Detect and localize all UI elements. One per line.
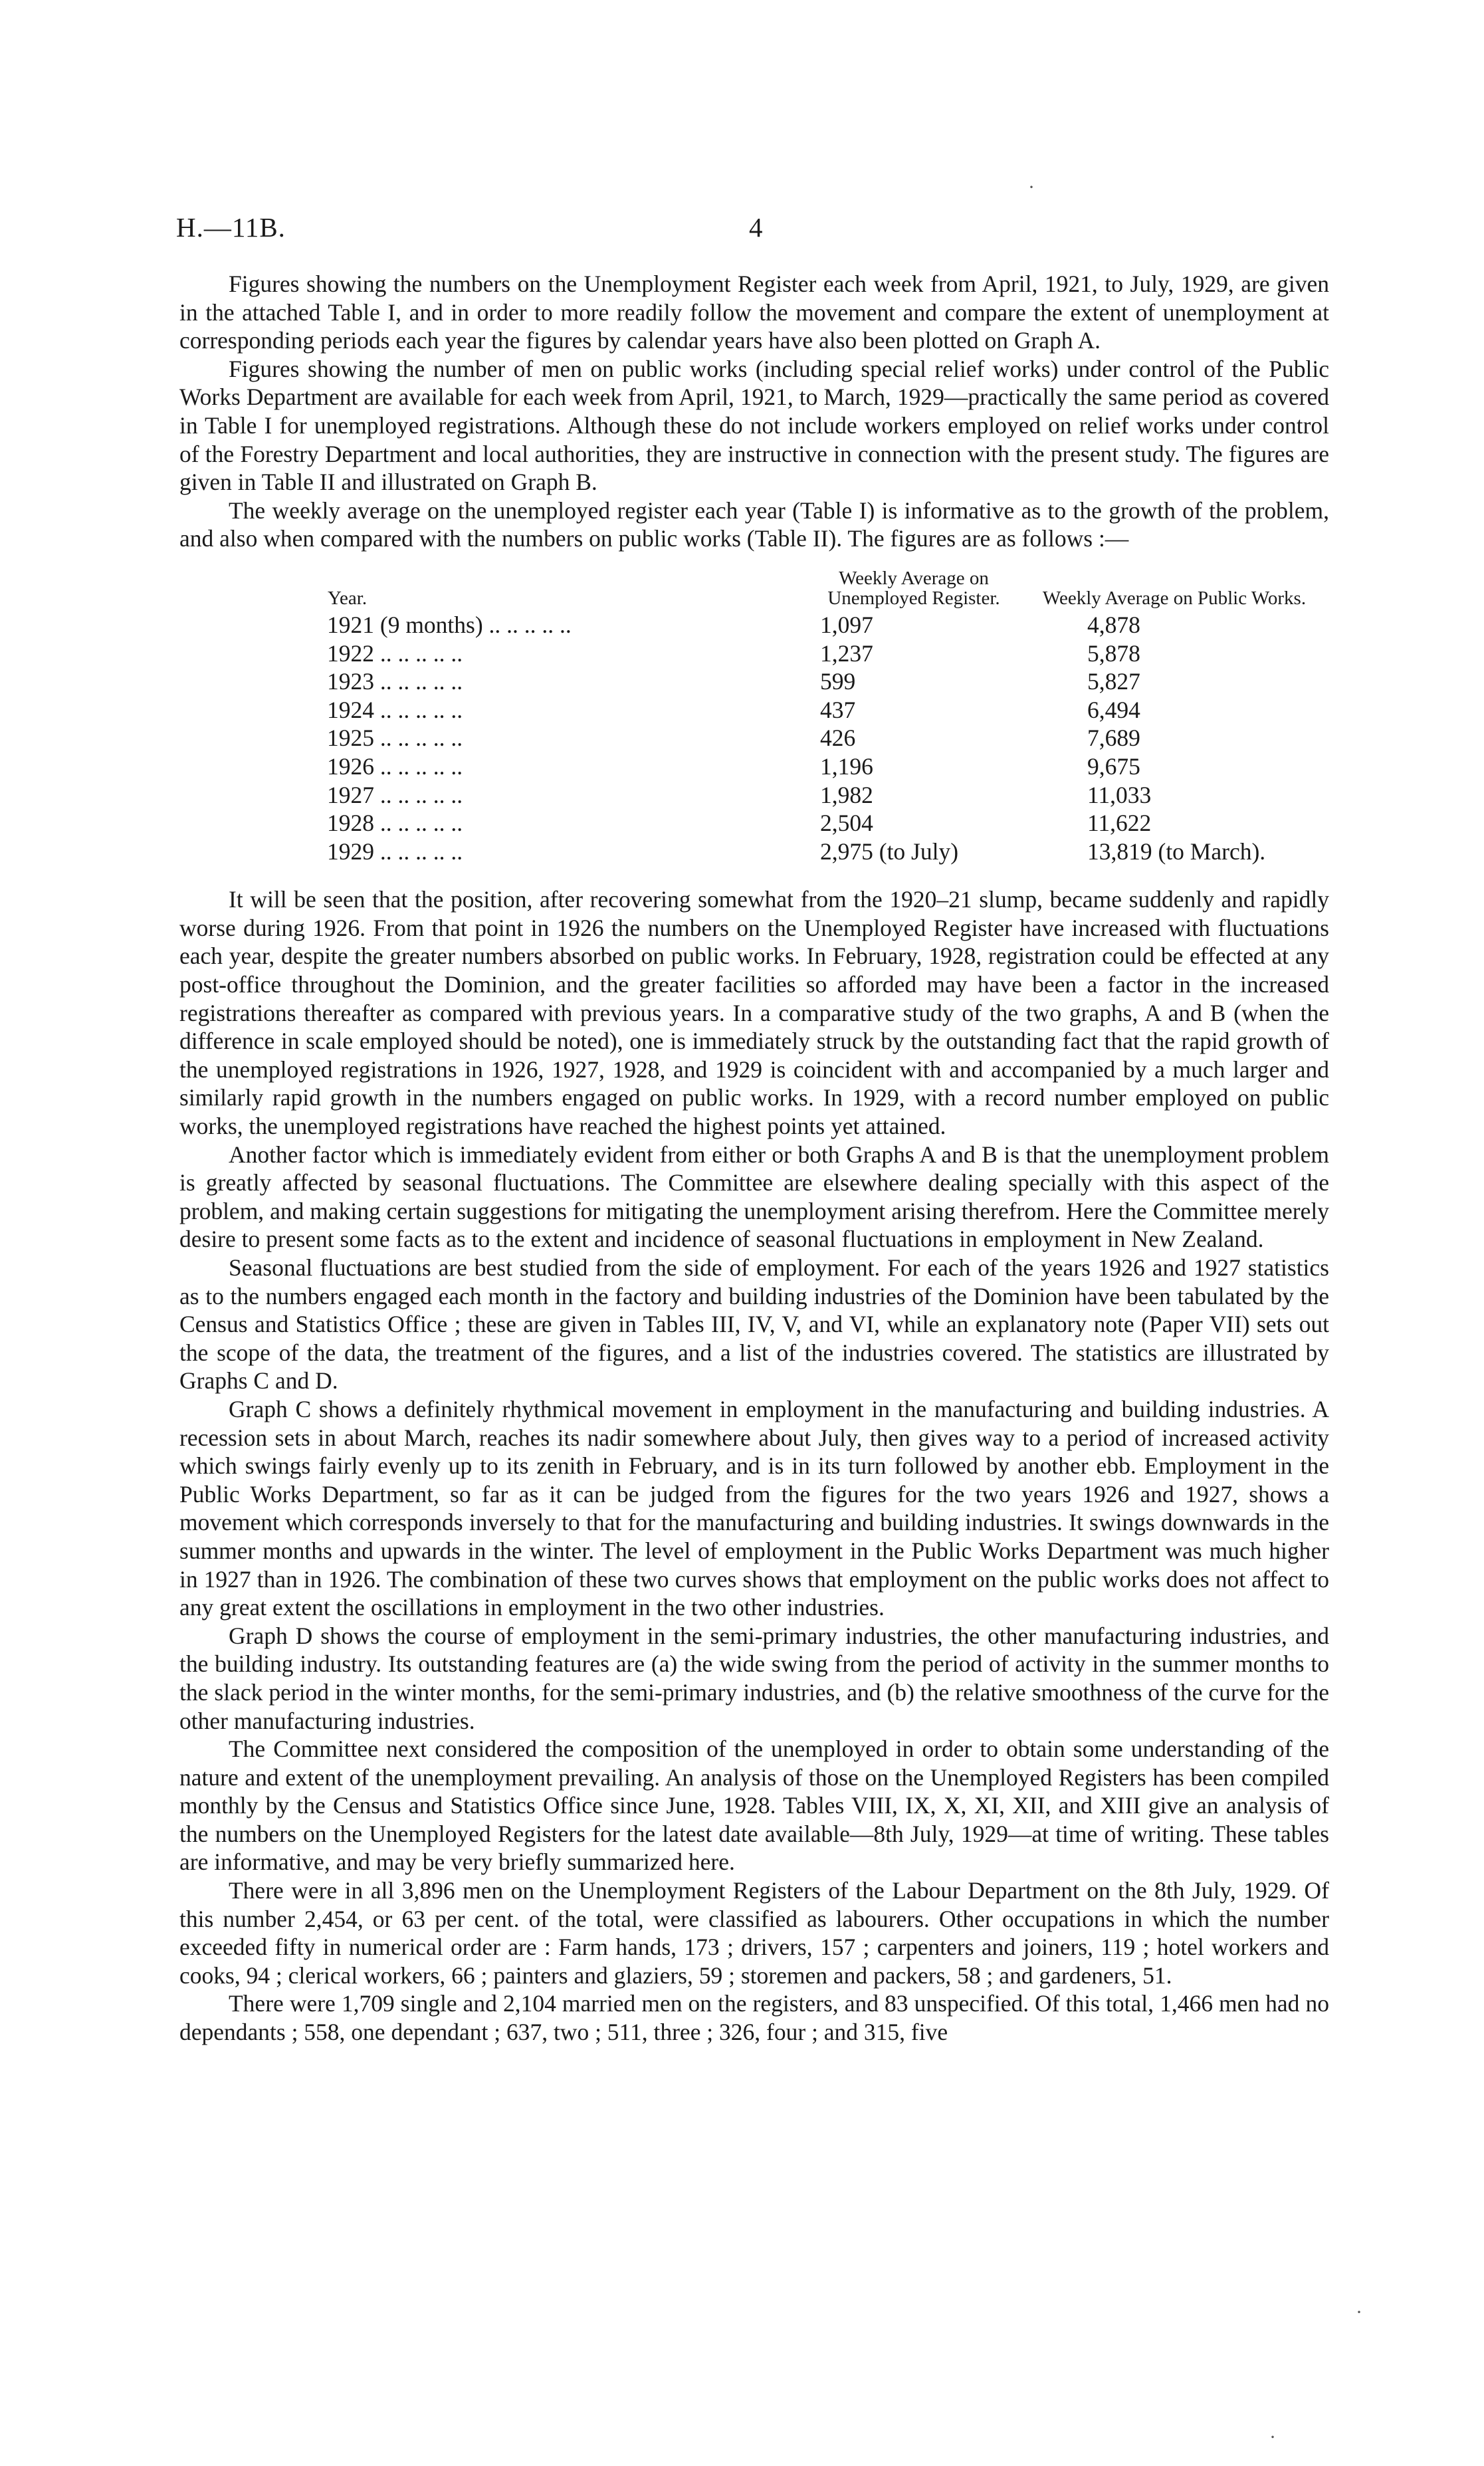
- year-cell: 1921 (9 months) .. .. .. .. ..: [327, 611, 572, 638]
- header-unemployed: Weekly Average on Unemployed Register.: [827, 567, 1000, 609]
- public-works-cell: 4,878: [1087, 611, 1140, 638]
- paragraph-5: Another factor which is immediately evident from either or both Graphs A and B is that the unemployment problem is greatly affected by seasonal fluctuations. The Committee are elsewhere dealing specially with this aspect of the problem, and making certain suggestions for mitigating the unemployment arising therefrom. Here the Committee merely desire to present some facts as to the extent and incidence of seasonal fluctuations in employment in New Zealand.: [179, 1141, 1329, 1253]
- table-row: [327, 809, 1315, 838]
- unemployed-cell: 426: [820, 725, 856, 752]
- paragraph-2: Figures showing the number of men on public works (including special relief works) under control of the Public Works Department are available for each week from April, 1921, to March, 1929—practically the same period as covered in Table I for unemployed registrations. Although these do not include workers employed on relief works under control of the Forestry Department and local authorities, they are instructive in connection with the present study. The figures are given in Table II and illustrated on Graph B.: [179, 355, 1329, 496]
- unemployed-cell: 2,975 (to July): [820, 838, 959, 865]
- table-row: [327, 724, 1315, 752]
- body-text: [179, 270, 1329, 2047]
- year-cell: 1927 .. .. .. .. ..: [327, 781, 463, 808]
- table-row: [327, 696, 1315, 725]
- unemployed-cell: 599: [820, 668, 856, 695]
- public-works-cell: 7,689: [1087, 725, 1140, 752]
- public-works-cell: 5,878: [1087, 639, 1140, 667]
- public-works-cell: 5,827: [1087, 668, 1140, 695]
- unemployed-cell: 1,097: [820, 611, 873, 638]
- year-cell: 1925 .. .. .. .. ..: [327, 725, 463, 752]
- unemployed-cell: 1,237: [820, 639, 873, 667]
- unemployed-cell: 1,196: [820, 752, 873, 780]
- paragraph-3: The weekly average on the unemployed register each year (Table I) is informative as to the growth of the problem, and also when compared with the numbers on public works (Table II). The figures are as follows :—: [179, 497, 1329, 552]
- paragraph-4: It will be seen that the position, after recovering somewhat from the 1920–21 slump, became suddenly and rapidly worse during 1926. From that point in 1926 the numbers on the Unemployed Register have increased with fluctuations each year, despite the greater numbers absorbed on public works. In February, 1928, registration could be effected at any post-office throughout the Dominion, and the greater facilities so afforded may have been a factor in the increased registrations thereafter as compared with previous years. In a comparative study of the two graphs, A and B (when the difference in scale employed should be noted), one is immediately struck by the outstanding fact that the rapid growth of the unemployed registrations in 1926, 1927, 1928, and 1929 is coincident with and accompanied by a much larger and similarly rapid growth in the numbers engaged on public works. In 1929, with a record number employed on public works, the unemployed registrations have reached the highest points yet attained.: [179, 886, 1329, 1140]
- table-row: [327, 838, 1315, 866]
- year-cell: 1926 .. .. .. .. ..: [327, 752, 463, 780]
- public-works-cell: 13,819 (to March).: [1087, 838, 1266, 865]
- unemployed-cell: 437: [820, 696, 856, 723]
- paragraph-8: Graph D shows the course of employment in the semi-primary industries, the other manufacturing industries, and the building industry. Its outstanding features are (a) the wide swing from the period of activity in the summer months to the slack period in the winter months, for the semi-primary industries, and (b) the relative smoothness of the curve for the other manufacturing industries.: [179, 1622, 1329, 1734]
- paragraph-6: Seasonal fluctuations are best studied from the side of employment. For each of the years 1926 and 1927 statistics as to the numbers engaged each month in the factory and building industries of the Dominion have been tabulated by the Census and Statistics Office ; these are given in Tables III, IV, V, and VI, while an explanatory note (Paper VII) sets out the scope of the data, the treatment of the figures, and a list of the industries covered. The statistics are illustrated by Graphs C and D.: [179, 1254, 1329, 1395]
- public-works-cell: 6,494: [1087, 696, 1140, 723]
- table-row: [327, 781, 1315, 810]
- header-year: Year.: [328, 587, 368, 609]
- paragraph-10: There were in all 3,896 men on the Unemployment Registers of the Labour Department on the 8th July, 1929. Of this number 2,454, or 63 per cent. of the total, were classified as labourers. Other occupations in which the number exceeded fifty in numerical order are : Farm hands, 173 ; drivers, 157 ; carpenters and joiners, 119 ; hotel workers and cooks, 94 ; clerical workers, 66 ; painters and glaziers, 59 ; storemen and packers, 58 ; and gardeners, 51.: [179, 1877, 1329, 1989]
- year-cell: 1922 .. .. .. .. ..: [327, 639, 463, 667]
- page-number: 4: [749, 212, 763, 243]
- paragraph-11: There were 1,709 single and 2,104 married men on the registers, and 83 unspecified. Of this total, 1,466 men had no dependants ; 558, one dependant ; 637, two ; 511, three ; 326, four ; and 315, five: [179, 1990, 1329, 2046]
- paragraph-7: Graph C shows a definitely rhythmical movement in employment in the manufacturing and building industries. A recession sets in about March, reaches its nadir somewhere about July, then gives way to a period of increased activity which swings fairly evenly up to its zenith in February, and is in its turn followed by another ebb. Employment in the Public Works Department, so far as it can be judged from the figures for the two years 1926 and 1927, shows a movement which corresponds inversely to that for the manufacturing and building industries. It swings downwards in the summer months and upwards in the winter. The level of employment in the Public Works Department was much higher in 1927 than in 1926. The combination of these two curves shows that employment on the public works does not affect to any great extent the oscillations in employment in the two other industries.: [179, 1395, 1329, 1621]
- public-works-cell: 11,622: [1087, 810, 1152, 837]
- year-cell: 1924 .. .. .. .. ..: [327, 696, 463, 723]
- scan-speck: ·: [1356, 2301, 1362, 2323]
- table-row: [327, 639, 1315, 668]
- year-cell: 1923 .. .. .. .. ..: [327, 668, 463, 695]
- table-row: [327, 752, 1315, 781]
- report-reference: H.—11B.: [176, 212, 286, 243]
- header-public-works: Weekly Average on Public Works.: [1042, 587, 1307, 609]
- unemployed-cell: 1,982: [820, 781, 873, 808]
- public-works-cell: 11,033: [1087, 781, 1152, 808]
- paragraph-1: Figures showing the numbers on the Unemployment Register each week from April, 1921, to July, 1929, are given in the attached Table I, and in order to more readily follow the movement and compare the extent of unemployment at corresponding periods each year the figures by calendar years have also been plotted on Graph A.: [179, 271, 1329, 354]
- weekly-average-table: [327, 568, 1315, 865]
- paragraph-9: The Committee next considered the composition of the unemployed in order to obtain some understanding of the nature and extent of the unemployment prevailing. An analysis of those on the Unemployed Registers has been compiled monthly by the Census and Statistics Office since June, 1928. Tables VIII, IX, X, XI, XII, and XIII give an analysis of the numbers on the Unemployed Registers for the latest date available—8th July, 1929—at time of writing. These tables are informative, and may be very briefly summarized here.: [179, 1736, 1329, 1876]
- public-works-cell: 9,675: [1087, 752, 1140, 780]
- table-row: [327, 667, 1315, 696]
- unemployed-cell: 2,504: [820, 810, 873, 837]
- scan-speck: ·: [1028, 176, 1035, 198]
- table-header-row: [327, 568, 1315, 611]
- table-row: [327, 611, 1315, 639]
- scan-speck: ·: [1269, 2426, 1276, 2448]
- page-header: [176, 211, 1332, 251]
- year-cell: 1929 .. .. .. .. ..: [327, 838, 463, 865]
- year-cell: 1928 .. .. .. .. ..: [327, 810, 463, 837]
